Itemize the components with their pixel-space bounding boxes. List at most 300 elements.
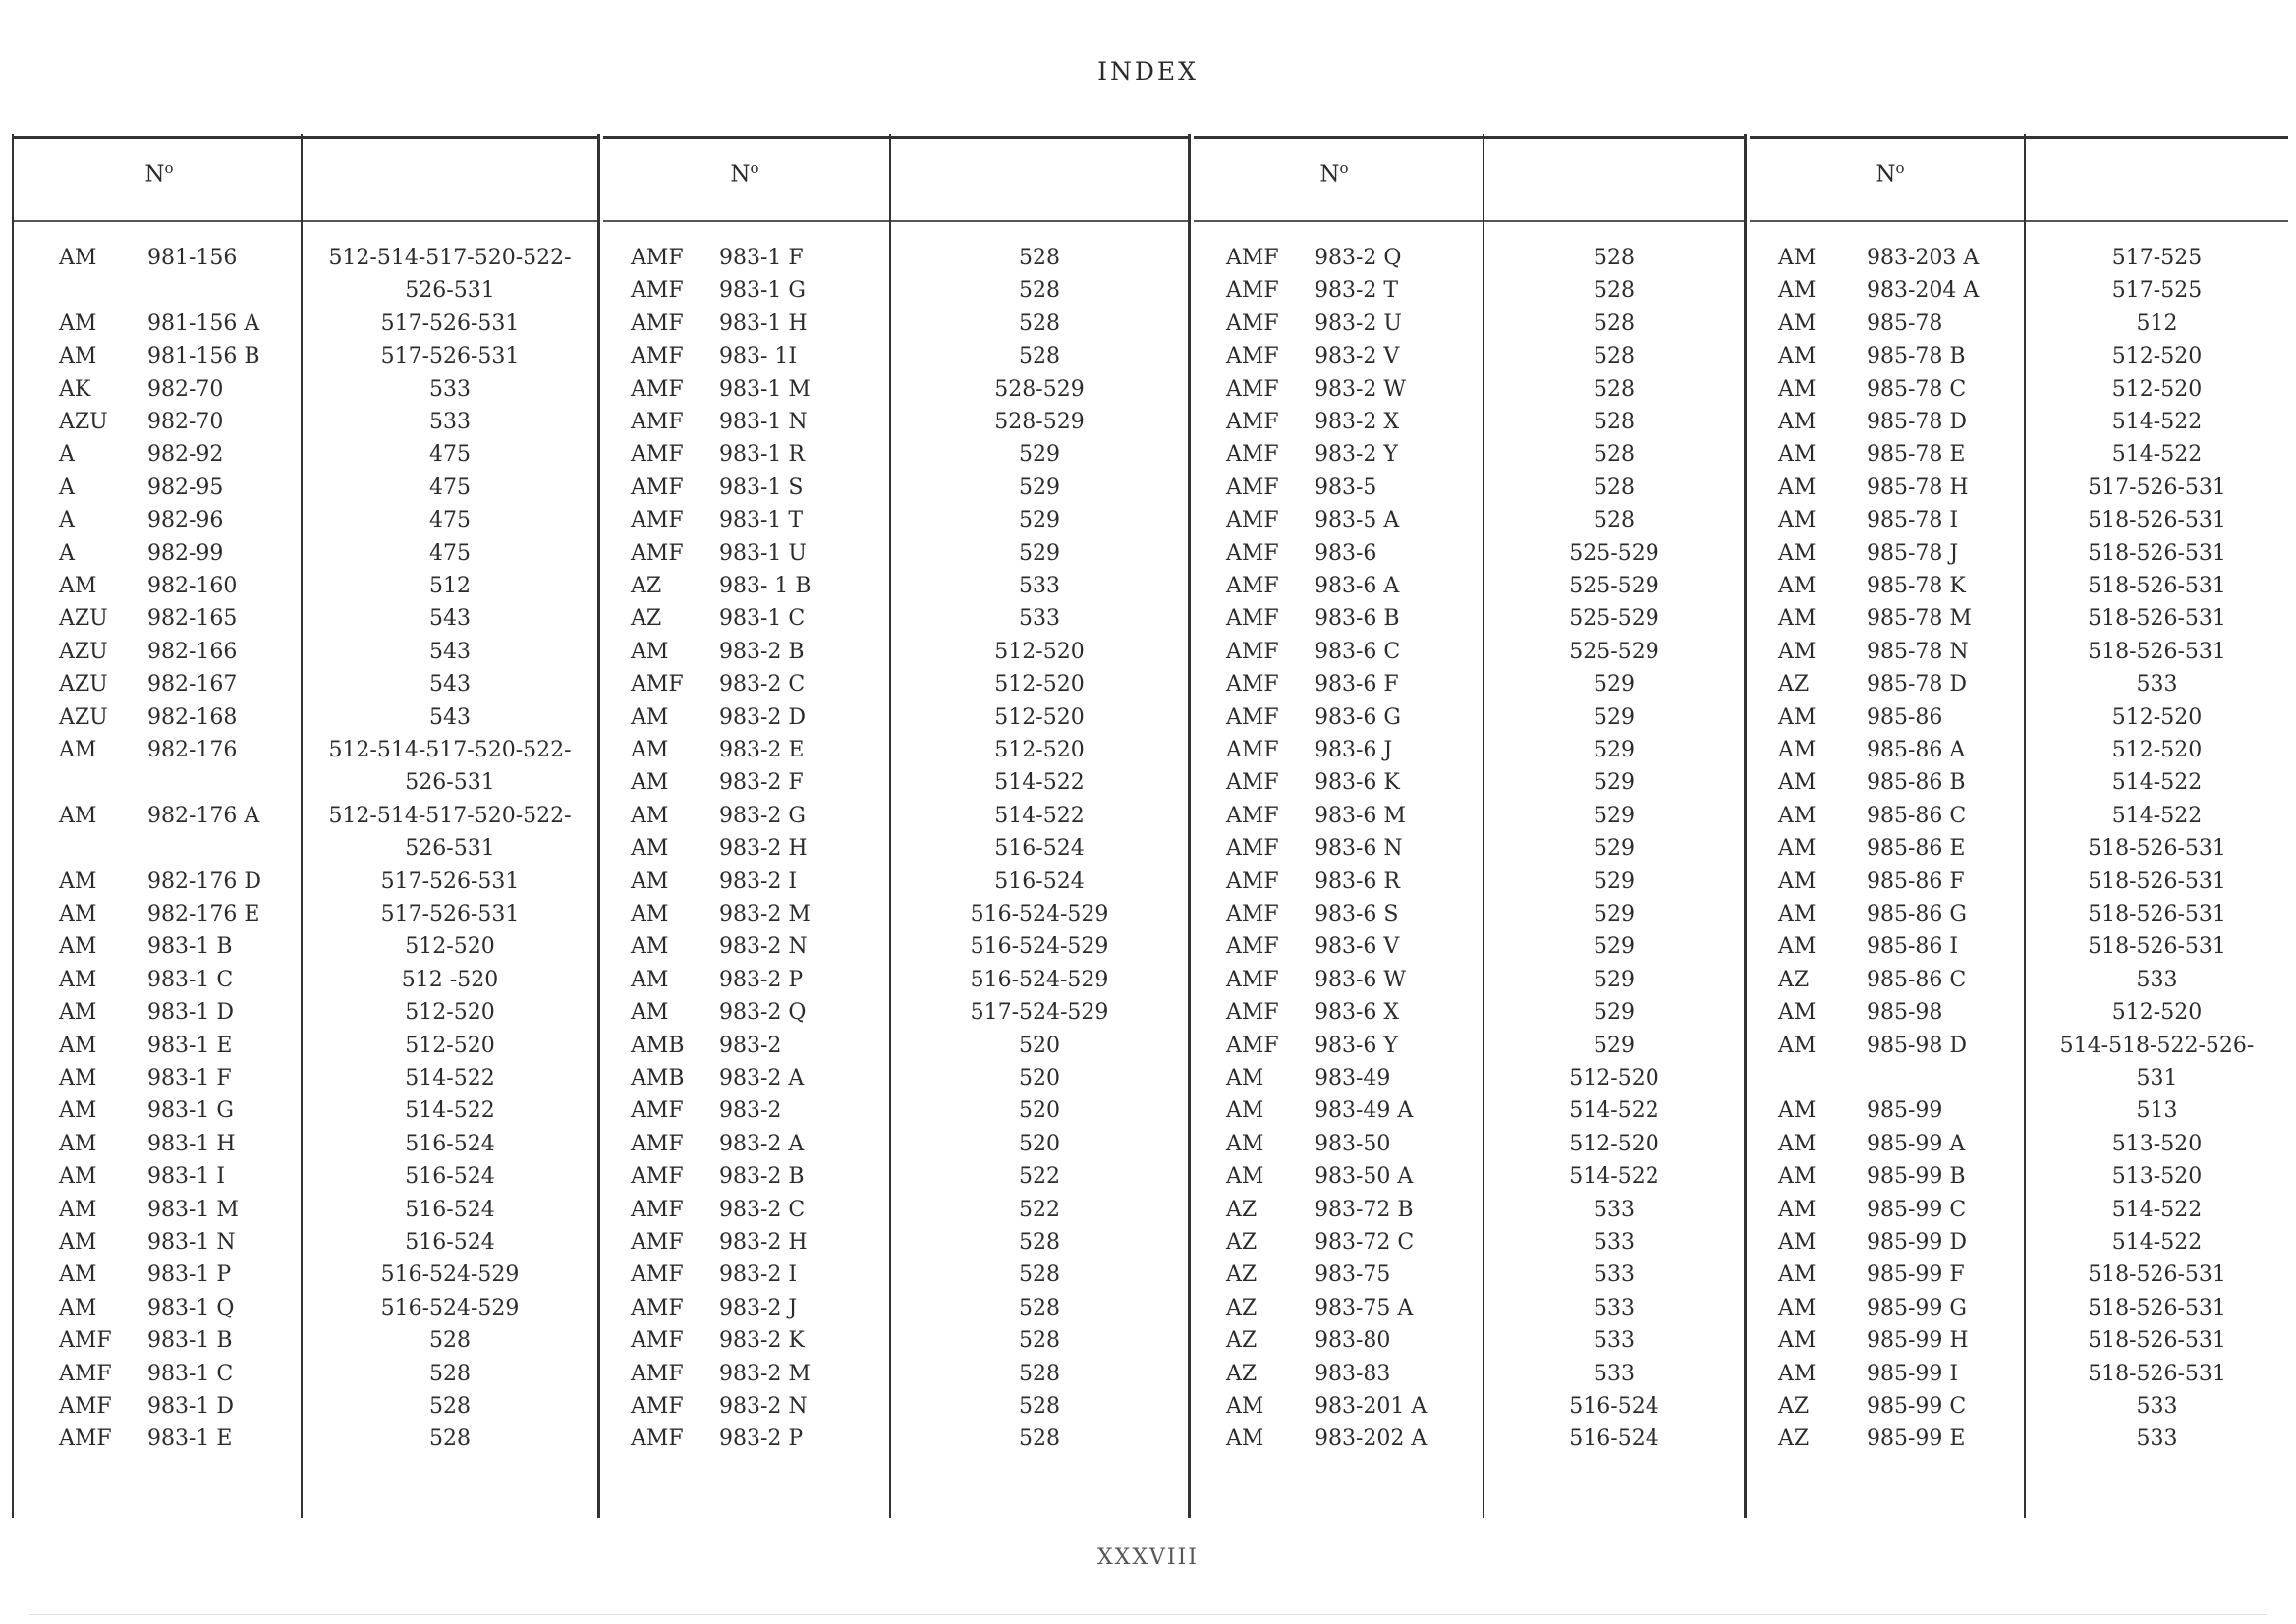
entry-number: 983-6 R [1315,868,1400,894]
list-item [1226,668,1745,700]
list-item [1778,1324,2288,1357]
entry-prefix: AMF [631,278,684,304]
entry-pages: 517-526-531 [380,902,520,926]
list-item [1778,602,2288,635]
list-item [1778,636,2288,668]
list-item [1778,1160,2288,1193]
entry-prefix: AM [1778,475,1817,500]
entry-pages: 514-522 [2111,442,2203,468]
entry-number: 983-2 J [719,1295,798,1320]
entry-pages: 518-526-531 [2088,1328,2226,1354]
list-item [59,930,597,963]
entry-pages: 533 [1019,606,1060,632]
entry-pages: 512-520 [2111,344,2203,369]
entry-prefix: AM [631,902,669,926]
entry-number: 983-6 V [1315,934,1400,960]
entry-prefix: AMF [1226,475,1279,500]
entry-pages: 543 [429,606,471,632]
entry-prefix: AMB [631,1066,685,1091]
entry-number: 985-78 J [1867,540,1959,566]
entry-prefix: AM [1778,574,1817,598]
entry-pages: 533 [1594,1262,1635,1288]
entry-pages: 513-520 [2111,1131,2203,1156]
entry-prefix: AMF [631,475,684,500]
list-item [59,1358,597,1390]
entry-number: 985-98 [1867,1000,1943,1026]
entry-prefix: AM [59,1033,97,1058]
entry-pages: 528 [1594,310,1635,336]
entry-number: 985-78 D [1867,672,1968,698]
list-item [631,766,1185,799]
list-item [631,898,1185,930]
entry-number: 983-5 [1315,475,1377,500]
list-item [1778,800,2288,832]
list-item [1226,1160,1745,1193]
header-no-label: N [1876,161,1896,188]
entry-number: 983-2 A [719,1131,805,1156]
header-no [12,159,307,188]
entry-prefix: AM [1778,508,1817,533]
entry-pages: 528 [1594,278,1635,304]
list-item [59,636,597,668]
entry-pages: 512 -520 [401,967,499,992]
list-item [59,1128,597,1160]
entry-pages: 531 [2136,1066,2178,1091]
entry-number: 981-156 A [147,310,260,336]
list-item [1226,308,1745,340]
entry-number: 985-86 B [1867,770,1966,796]
entry-prefix: AM [59,310,97,336]
entry-prefix: AM [59,344,97,369]
list-item [59,602,597,635]
list-item [1778,930,2288,963]
entry-pages: 475 [429,540,471,566]
entry-number: 983-1 B [147,1328,233,1354]
header-no [1187,159,1482,188]
entry-prefix: AMF [1226,540,1279,566]
list-item [59,570,597,602]
entry-number: 985-98 D [1867,1033,1968,1058]
entry-number: 983-83 [1315,1361,1391,1386]
entry-prefix: AM [1778,1361,1817,1386]
entry-pages: 512-520 [2111,1000,2203,1026]
list-item [59,898,597,930]
entry-prefix: AM [1778,344,1817,369]
list-item [1226,537,1745,570]
entry-number: 985-99 B [1867,1164,1966,1190]
list-item [59,373,597,406]
header-no [1743,159,2038,188]
entry-number: 983-6 [1315,540,1377,566]
list-item [631,1094,1185,1127]
list-item [1778,504,2288,536]
entry-number: 982-167 [147,672,238,698]
entry-number: 983-1 B [147,934,233,960]
entry-prefix: AM [59,803,97,828]
entry-prefix: AM [59,1098,97,1124]
list-item [1778,1358,2288,1390]
list-item [631,1128,1185,1160]
entry-pages: 475 [429,442,471,468]
entry-number: 983-1 T [719,508,804,533]
list-item [59,1423,597,1455]
entry-pages: 528 [1019,246,1060,270]
entry-pages: 529 [1594,868,1635,894]
list-item [631,1390,1185,1423]
entry-pages: 529 [1019,508,1060,533]
list-item [1778,898,2288,930]
entry-pages: 529 [1594,1000,1635,1026]
entry-pages: 512-520 [994,672,1085,698]
entry-prefix: AM [59,1131,97,1156]
entry-pages: 516-524 [994,868,1085,894]
entry-number: 983-2 Q [1315,246,1402,270]
list-item [1778,340,2288,372]
entry-pages: 516-524 [1569,1427,1659,1452]
list-item [1778,438,2288,471]
entry-number: 983-2 [719,1033,782,1058]
entry-prefix: AM [59,246,97,270]
entry-number: 983-50 [1315,1131,1391,1156]
entry-prefix: AMF [1226,344,1279,369]
list-item [59,438,597,471]
list-item [1778,1292,2288,1324]
entry-prefix: AM [59,967,97,992]
entry-prefix: AMF [1226,770,1279,796]
entry-number: 985-78 K [1867,574,1966,598]
entry-pages: 512-520 [994,704,1085,730]
entry-number: 983-75 A [1315,1295,1414,1320]
entry-number: 983-1 H [147,1131,236,1156]
entry-number: 982-160 [147,574,238,598]
list-item [1226,996,1745,1029]
entry-number: 985-99 C [1867,1197,1967,1222]
entry-prefix: AMF [1226,902,1279,926]
entry-number: 985-86 A [1867,738,1966,762]
entry-number: 983-2 X [1315,410,1400,434]
list-item [1778,570,2288,602]
entry-pages: 528 [1594,410,1635,434]
entry-pages: 513-520 [2111,1164,2203,1190]
entry-number: 983-80 [1315,1328,1391,1354]
entry-prefix: AM [1226,1394,1264,1419]
entry-number: 983-6 X [1315,1000,1400,1026]
list-item [1226,242,1745,274]
entry-pages: 543 [429,704,471,730]
entry-pages: 516-524 [1569,1394,1659,1419]
entry-pages: 528 [1019,1427,1060,1452]
entry-prefix: AM [631,1000,669,1026]
entry-prefix: AZ [1778,967,1810,992]
entry-pages: 528 [1019,344,1060,369]
list-item [1226,1094,1745,1127]
entry-prefix: AZ [1778,1394,1810,1419]
entry-pages: 518-526-531 [2088,868,2226,894]
entry-number: 983-6 K [1315,770,1400,796]
list-item [1226,898,1745,930]
entry-number: 983-1 N [719,410,808,434]
entry-number: 983-1 Q [147,1295,235,1320]
entry-prefix: AMF [631,508,684,533]
entry-prefix: AMF [1226,836,1279,862]
entry-prefix: AM [1778,639,1817,664]
entry-pages: 514-522 [994,770,1085,796]
page-edge [29,1614,2267,1615]
entry-prefix: AM [59,902,97,926]
entry-pages: 512-520 [405,1033,495,1058]
entry-pages: 528 [1019,1394,1060,1419]
entry-number: 985-78 D [1867,410,1968,434]
list-item [1226,1128,1745,1160]
entry-prefix: AMF [631,1328,684,1354]
entry-prefix: AMF [1226,934,1279,960]
entry-number: 983-72 B [1315,1197,1414,1222]
entry-number: 983-2 Q [719,1000,807,1026]
list-item [1226,930,1745,963]
entry-pages: 516-524-529 [380,1262,520,1288]
list-item [631,1423,1185,1455]
list-item [59,1259,597,1291]
list-item [59,308,597,340]
header-no-label: N [1319,161,1340,188]
entry-prefix: AM [1778,540,1817,566]
entry-prefix: AM [59,1262,97,1288]
entry-pages: 516-524 [405,1230,495,1255]
entry-prefix: AM [1778,902,1817,926]
list-item [59,1062,597,1094]
list-item [59,800,597,832]
list-item [59,832,597,865]
entry-number: 982-166 [147,639,238,664]
entry-prefix: AZU [59,672,108,698]
entry-prefix: AM [1778,803,1817,828]
entry-number: 982-165 [147,606,238,632]
table-header-rule [12,220,2288,222]
entry-prefix: AMF [631,1230,684,1255]
entry-number: 982-99 [147,540,224,566]
entry-number: 983-72 C [1315,1230,1415,1255]
entry-prefix: AMF [631,246,684,270]
entry-number: 983-1 D [147,1000,235,1026]
entry-prefix: AMF [59,1328,112,1354]
entry-pages: 517-525 [2111,278,2203,304]
entry-pages: 512-514-517-520-522- [328,246,572,270]
entry-number: 983-6 A [1315,574,1400,598]
entry-pages: 517-526-531 [380,344,520,369]
entry-pages: 512-520 [405,934,495,960]
entry-number: 983-1 D [147,1394,235,1419]
entry-prefix: AMF [631,1295,684,1320]
entry-number: 983-2 C [719,1197,806,1222]
entry-number: 983-50 A [1315,1164,1414,1190]
entry-prefix: A [59,442,75,468]
entry-pages: 533 [1019,574,1060,598]
entry-pages: 514-522 [405,1066,495,1091]
entry-prefix: AMF [59,1361,112,1386]
list-item [59,866,597,898]
list-item [1778,1062,2288,1094]
list-item [1778,1030,2288,1062]
list-item [59,734,597,766]
entry-number: 982-70 [147,376,224,402]
list-item [1226,1390,1745,1423]
entry-prefix: AMB [631,1033,685,1058]
entry-number: 981-156 [147,246,238,270]
entry-pages: 525-529 [1569,606,1659,632]
entry-prefix: AM [1778,1164,1817,1190]
list-item [631,832,1185,865]
list-item [631,570,1185,602]
list-item [631,1194,1185,1226]
list-item [631,242,1185,274]
entry-pages: 526-531 [405,770,495,796]
list-item [59,504,597,536]
header-no [597,159,892,188]
entry-prefix: AMF [631,310,684,336]
entry-pages: 512-514-517-520-522- [328,803,572,828]
entry-prefix: AM [1226,1131,1264,1156]
entry-number: 985-78 [1867,310,1943,336]
list-item [1778,373,2288,406]
list-item [631,964,1185,996]
entry-prefix: AMF [631,1262,684,1288]
entry-pages: 518-526-531 [2088,836,2226,862]
entry-pages: 517-526-531 [2088,475,2226,500]
list-item [631,930,1185,963]
entry-pages: 516-524-529 [970,902,1109,926]
entry-number: 985-78 M [1867,606,1972,632]
list-item [1226,1358,1745,1390]
list-item [1778,866,2288,898]
entry-prefix: AMF [631,540,684,566]
entry-number: 983-75 [1315,1262,1391,1288]
entry-pages: 533 [2136,967,2178,992]
entry-pages: 528 [1594,246,1635,270]
entry-number: 985-99 G [1867,1295,1967,1320]
entry-pages: 528 [1594,344,1635,369]
list-item [1778,1194,2288,1226]
list-item [1778,964,2288,996]
list-item [59,1094,597,1127]
table-top-rule [12,136,2288,139]
list-item [631,636,1185,668]
list-item [59,406,597,438]
list-item [1778,734,2288,766]
list-item [1226,636,1745,668]
entry-pages: 512-520 [2111,704,2203,730]
entry-prefix: AZ [1226,1361,1258,1386]
list-item [1778,1259,2288,1291]
entry-pages: 529 [1594,902,1635,926]
entry-pages: 528 [1019,310,1060,336]
entry-prefix: AM [59,1164,97,1190]
entry-pages: 514-522 [1569,1098,1659,1124]
entry-prefix: AM [1778,1098,1817,1124]
entry-number: 983-49 [1315,1066,1391,1091]
entry-number: 983-6 C [1315,639,1401,664]
entry-prefix: AMF [631,1394,684,1419]
entry-prefix: AMF [631,1427,684,1452]
entry-pages: 518-526-531 [2088,606,2226,632]
entry-number: 982-96 [147,508,224,533]
entry-prefix: AZU [59,606,108,632]
entry-prefix: AMF [631,1197,684,1222]
entry-prefix: AZ [1778,1427,1810,1452]
entry-pages: 528 [1019,1230,1060,1255]
entry-prefix: AM [1778,836,1817,862]
entry-prefix: AMF [631,410,684,434]
list-item [59,1390,597,1423]
list-item [631,1259,1185,1291]
entry-pages: 512-520 [994,639,1085,664]
entry-prefix: AZ [1226,1262,1258,1288]
list-item [59,1226,597,1259]
entry-prefix: AM [59,738,97,762]
entry-number: 985-86 E [1867,836,1966,862]
list-item [1778,274,2288,307]
list-item [59,274,597,307]
entry-number: 982-168 [147,704,238,730]
entry-number: 983-2 C [719,672,806,698]
list-item [1226,1226,1745,1259]
entry-prefix: AMF [1226,639,1279,664]
list-item [1226,766,1745,799]
entry-number: 981-156 B [147,344,260,369]
entry-number: 985-99 H [1867,1328,1969,1354]
entry-prefix: AMF [1226,967,1279,992]
list-item [631,1030,1185,1062]
entry-prefix: AM [59,574,97,598]
entry-prefix: AK [59,376,91,402]
entry-number: 983-6 W [1315,967,1407,992]
entry-number: 983-1 S [719,475,804,500]
list-item [1226,734,1745,766]
entry-prefix: AMF [631,376,684,402]
list-item [631,1160,1185,1193]
entry-number: 983-2 P [719,967,804,992]
list-item [1226,340,1745,372]
list-item [1226,570,1745,602]
entry-pages: 533 [429,410,471,434]
entry-pages: 518-526-531 [2088,902,2226,926]
entry-pages: 528 [429,1427,471,1452]
entry-pages: 533 [1594,1197,1635,1222]
list-item [59,340,597,372]
entry-pages: 528 [1019,278,1060,304]
entry-prefix: AMF [1226,704,1279,730]
list-item [1778,668,2288,700]
entry-pages: 518-526-531 [2088,1295,2226,1320]
entry-number: 983-1 G [147,1098,234,1124]
entry-number: 983-2 N [719,1394,808,1419]
entry-number: 983-6 N [1315,836,1403,862]
list-item [631,406,1185,438]
entry-number: 983-6 J [1315,738,1393,762]
list-item [1778,832,2288,865]
entry-number: 983-6 F [1315,672,1399,698]
entry-pages: 520 [1019,1066,1060,1091]
list-item [631,668,1185,700]
entry-number: 985-78 E [1867,442,1966,468]
entry-pages: 533 [429,376,471,402]
entry-number: 983-2 U [1315,310,1402,336]
entry-pages: 522 [1019,1164,1060,1190]
header-no-super: o [164,159,174,177]
list-item [1226,1194,1745,1226]
entry-prefix: AMF [631,1098,684,1124]
entry-prefix: AM [631,803,669,828]
list-item [631,340,1185,372]
